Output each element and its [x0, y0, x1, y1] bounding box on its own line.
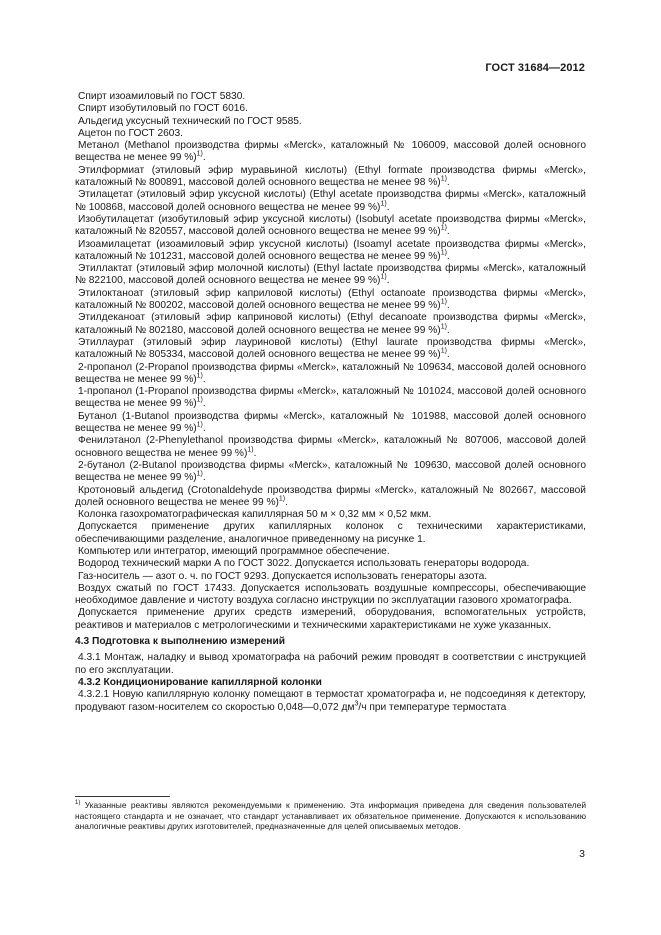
paragraph: 2-бутанол (2-Butanol производства фирмы «Merck», каталожный № 109630, массовой долей основного вещества не менее 99 %)$^{1)}$. — [75, 459, 586, 484]
footnote-ref: 1) — [380, 200, 387, 208]
footnote-ref: 1) — [440, 224, 447, 232]
paragraph — [75, 689, 586, 714]
paragraph-text: 1-пропанол (1-Propanol производства фирмы «Merck», каталожный № 101024, массовой долей основного вещества не менее 99 %) — [75, 386, 586, 410]
paragraph-text: Метанол (Methanol производства фирмы «Merck», каталожный № 106009, массовой долей основного вещества не менее 99 %) — [75, 140, 586, 164]
footnote-ref: 1) — [440, 323, 447, 331]
paragraph: Фенилэтанол (2-Phenylethanol производства фирмы «Merck», каталожный № 807006, массовой долей основного вещества не менее 99 %)$^{1)}$. — [75, 435, 586, 459]
page-number: 3 — [579, 848, 585, 860]
paragraph: Этилоктаноат (этиловый эфир каприловой кислоты) (Ethyl octanoate производства фирмы «Merck», каталожный № 800202, массовой долей основного вещества не менее 99 %)$^{1)}$. — [75, 287, 586, 312]
footnote-ref: 1) — [247, 446, 254, 454]
footnote-mark: 1) — [75, 800, 81, 807]
paragraph-text: 2-бутанол (2-Butanol производства фирмы «Merck», каталожный № 109630, массовой долей основного вещества не менее 99 %) — [75, 459, 586, 484]
paragraph: 1-пропанол (1-Propanol производства фирмы «Merck», каталожный № 101024, массовой долей основного вещества не менее 99 %)$^{1)}$. — [75, 386, 586, 410]
paragraph: Этилформиат (этиловый эфир муравьиной кислоты) (Ethyl formate производства фирмы «Merck», каталожный № 800891, массовой долей основного вещества не менее 98 %)$^{1)}$. — [75, 164, 586, 189]
paragraph-text: 4.3.2.1 Новую капиллярную колонку помещают в термостат хроматографа и, не подсоединяя к детектору, продувают газом-носителем со скоростью 0,048—0,072 дм — [75, 689, 586, 713]
paragraph: Водород технический марки А по ГОСТ 3022. Допускается использовать генераторы водорода. — [78, 558, 530, 570]
paragraph: Этилдеканоат (этиловый эфир каприновой кислоты) (Ethyl decanoate производства фирмы «Merck», каталожный № 802180, массовой долей основного вещества не менее 99 %)$^{1)}$. — [75, 312, 586, 336]
paragraph: 2-пропанол (2-Propanol производства фирмы «Merck», каталожный № 109634, массовой долей основного вещества не менее 99 %)$^{1)}$. — [75, 361, 586, 385]
paragraph-text: Этилоктаноат (этиловый эфир каприловой кислоты) (Ethyl octanoate производства фирмы «Merck», каталожный № 800202, массовой долей основного вещества не менее 99 %) — [75, 287, 586, 312]
paragraph: Этиллактат (этиловый эфир молочной кислоты) (Ethyl lactate производства фирмы «Merck», каталожный № 822100, массовой долей основного вещества не менее 99 %)$^{1)}$. — [75, 263, 586, 287]
paragraph-text: Изобутилацетат (изобутиловый эфир уксусной кислоты) (Isobutyl acetate производства фирмы «Merck», каталожный № 820557, массовой долей основного вещества не менее 99 %) — [75, 213, 586, 238]
footnote-ref: 1) — [380, 274, 387, 282]
paragraph: Изоамилацетат (изоамиловый эфир уксусной кислоты) (Isoamyl acetate производства фирмы «Merck», каталожный № 101231, массовой долей основного вещества не менее 99 %)$^{1)}$. — [75, 238, 586, 262]
footnote-ref: 1) — [440, 175, 447, 183]
paragraph-text: Этилацетат (этиловый эфир уксусной кислоты) (Ethyl acetate производства фирмы «Merck», каталожный № 100868, массовой долей основного вещества не менее 99 %) — [75, 189, 586, 213]
footnote-divider — [75, 796, 170, 797]
footnote-ref: 1) — [440, 249, 447, 257]
footnote-ref: 1) — [196, 372, 203, 380]
footnote — [75, 800, 586, 832]
paragraph: Этиллаурат (этиловый эфир лауриновой кислоты) (Ethyl laurate производства фирмы «Merck», каталожный № 805334, массовой долей основного вещества не менее 99 %)$^{1)}$. — [75, 336, 586, 361]
paragraph: Газ-носитель — азот о. ч. по ГОСТ 9293. Допускается использовать генераторы азота. — [78, 570, 488, 582]
standard-header: ГОСТ 31684—2012 — [485, 62, 585, 74]
footnote-text: Указанные реактивы являются рекомендуемыми к применению. Эта информация приведена для сведения пользователей настоящего стандарта и не означает, что стандарт устанавливает их обязательное применение. Допускаются к использованию аналогичные реактивы других изготовителей, предназначенные для целей описываемых методов. — [75, 800, 587, 832]
paragraph-text: Этилдеканоат (этиловый эфир каприновой кислоты) (Ethyl decanoate производства фирмы «Merck», каталожный № 802180, массовой долей основного вещества не менее 99 %) — [75, 312, 586, 336]
footnote-ref: 1) — [440, 347, 447, 355]
paragraph-text: Этиллактат (этиловый эфир молочной кислоты) (Ethyl lactate производства фирмы «Merck», каталожный № 822100, массовой долей основного вещества не менее 99 %) — [75, 263, 586, 287]
body-text — [75, 91, 586, 714]
paragraph: Допускается применение других средств измерений, оборудования, вспомогательных устройств, реактивов и материалов с метрологическими и техническими характеристиками не хуже указанных. — [75, 607, 586, 631]
paragraph-text: Фенилэтанол (2-Phenylethanol производства фирмы «Merck», каталожный № 807006, массовой долей основного вещества не менее 99 %) — [75, 435, 586, 459]
footnote-ref: 1) — [196, 397, 203, 405]
paragraph: Изобутилацетат (изобутиловый эфир уксусной кислоты) (Isobutyl acetate производства фирмы «Merck», каталожный № 820557, массовой долей основного вещества не менее 99 %)$^{1)}$. — [75, 213, 586, 238]
paragraph: Спирт изобутиловый по ГОСТ 6016. — [78, 103, 248, 115]
paragraph: Воздух сжатый по ГОСТ 17433. Допускается использовать воздушные компрессоры, обеспечивающие необходимое давление и чистоту воздуха согласно инструкции по эксплуатации газового хроматографа. — [75, 582, 586, 607]
paragraph-text: Этилформиат (этиловый эфир муравьиной кислоты) (Ethyl formate производства фирмы «Merck», каталожный № 800891, массовой долей основного вещества не менее 98 %) — [75, 164, 586, 189]
paragraph: Допускается применение других капиллярных колонок с техническими характеристиками, обеспечивающими разделение, аналогичное приведенному на рисунке 1. — [75, 521, 586, 545]
section-heading: 4.3 Подготовка к выполнению измерений — [75, 636, 285, 648]
paragraph-text: 2-пропанол (2-Propanol производства фирмы «Merck», каталожный № 109634, массовой долей основного вещества не менее 99 %) — [75, 361, 586, 385]
paragraph-text: Бутанол (1-Butanol производства фирмы «Merck», каталожный № 101988, массовой долей основного вещества не менее 99 %) — [75, 410, 586, 435]
footnote-ref: 1) — [440, 298, 447, 306]
footnote-ref: 1) — [196, 470, 203, 478]
paragraph: Компьютер или интегратор, имеющий программное обеспечение. — [78, 545, 390, 557]
paragraph: Спирт изоамиловый по ГОСТ 5830. — [78, 91, 246, 102]
paragraph: Кротоновый альдегид (Crotonaldehyde производства фирмы «Merck», каталожный № 802667, массовой долей основного вещества не менее 99 %)$^{1)}$. — [75, 484, 586, 508]
paragraph: Ацетон по ГОСТ 2603. — [78, 127, 183, 139]
paragraph: Бутанол (1-Butanol производства фирмы «Merck», каталожный № 101988, массовой долей основного вещества не менее 99 %)$^{1)}$. — [75, 410, 586, 435]
paragraph: Этилацетат (этиловый эфир уксусной кислоты) (Ethyl acetate производства фирмы «Merck», каталожный № 100868, массовой долей основного вещества не менее 99 %)$^{1)}$. — [75, 189, 586, 213]
paragraph-text: Изоамилацетат (изоамиловый эфир уксусной кислоты) (Isoamyl acetate производства фирмы «Merck», каталожный № 101231, массовой долей основного вещества не менее 99 %) — [75, 238, 586, 262]
paragraph: Альдегид уксусный технический по ГОСТ 9585. — [78, 115, 302, 127]
paragraph-text: /ч при температуре термостата — [358, 701, 507, 713]
subsection-heading: 4.3.2 Кондиционирование капиллярной колонки — [78, 676, 322, 688]
paragraph: 4.3.1 Монтаж, наладку и вывод хроматографа на рабочий режим проводят в соответствии с инструкцией по его эксплуатации. — [75, 652, 586, 676]
footnote-ref: 1) — [278, 495, 286, 503]
unit-exponent: 3 — [354, 700, 359, 708]
paragraph: Колонка газохроматографическая капиллярная 50 м × 0,32 мм × 0,52 мкм. — [78, 509, 432, 521]
footnote-ref: 1) — [196, 421, 203, 429]
footnote-ref: 1) — [196, 151, 203, 159]
paragraph: Метанол (Methanol производства фирмы «Merck», каталожный № 106009, массовой долей основного вещества не менее 99 %)$^{1)}$. — [75, 140, 586, 164]
paragraph-text: Кротоновый альдегид (Crotonaldehyde производства фирмы «Merck», каталожный № 802667, массовой долей основного вещества не менее 99 %) — [75, 484, 586, 508]
paragraph-text: Этиллаурат (этиловый эфир лауриновой кислоты) (Ethyl laurate производства фирмы «Merck», каталожный № 805334, массовой долей основного вещества не менее 99 %) — [75, 336, 586, 361]
